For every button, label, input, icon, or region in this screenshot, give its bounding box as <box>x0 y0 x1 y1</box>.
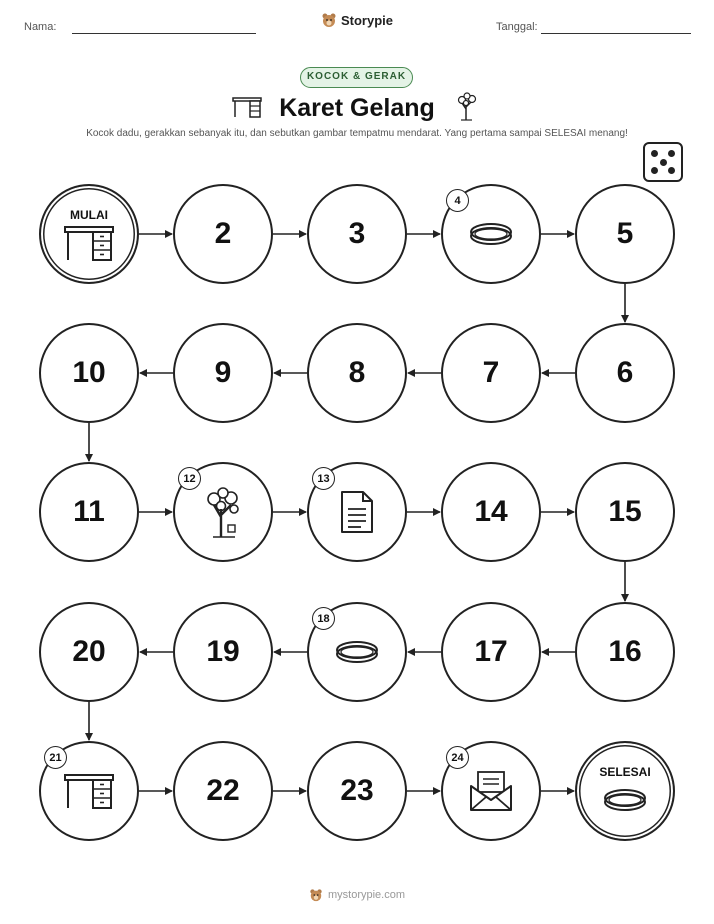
board-space-11 <box>39 462 139 562</box>
page-title: Karet Gelang <box>279 94 435 122</box>
space-number: 5 <box>616 217 634 250</box>
footer-url: mystorypie.com <box>327 889 406 901</box>
space-number: 10 <box>72 356 106 389</box>
bear-icon <box>309 888 323 902</box>
space-number-tag: 13 <box>312 467 335 490</box>
rubber-band-icon <box>334 639 380 665</box>
board-space-22 <box>173 741 273 841</box>
board-space-23 <box>307 741 407 841</box>
envelope-icon <box>468 770 514 812</box>
board-space-8 <box>307 323 407 423</box>
space-number: 19 <box>206 635 240 668</box>
desk-icon <box>63 223 115 268</box>
board-space-2 <box>173 184 273 284</box>
name-label: Nama: <box>24 21 57 33</box>
instructions: Kocok dadu, gerakkan sebanyak itu, dan sebutkan gambar tempatmu mendarat. Yang pertama sampai SELESAI menang! <box>86 128 628 139</box>
space-number: 22 <box>206 774 240 807</box>
space-number: 2 <box>214 217 232 250</box>
space-number: 6 <box>616 356 634 389</box>
space-number: 7 <box>482 356 500 389</box>
space-number: 16 <box>608 635 642 668</box>
board-space-9 <box>173 323 273 423</box>
space-number-tag: 4 <box>446 189 469 212</box>
board-space-3 <box>307 184 407 284</box>
space-number: 3 <box>348 217 366 250</box>
space-number: 15 <box>608 495 642 528</box>
space-number: 23 <box>340 774 374 807</box>
document-icon <box>339 489 375 535</box>
desk-icon <box>63 771 115 811</box>
start-space <box>39 184 139 284</box>
space-number: 11 <box>73 495 105 528</box>
tree-icon <box>201 485 245 539</box>
rubber-band-icon <box>602 787 648 818</box>
board-space-17 <box>441 602 541 702</box>
finish-space <box>575 741 675 841</box>
space-number-tag: 18 <box>312 607 335 630</box>
board-space-10 <box>39 323 139 423</box>
date-label: Tanggal: <box>496 21 538 33</box>
space-number-tag: 24 <box>446 746 469 769</box>
finish-label: SELESAI <box>599 765 651 779</box>
space-number: 17 <box>474 635 508 668</box>
board-space-5 <box>575 184 675 284</box>
board-space-15 <box>575 462 675 562</box>
brand-name: Storypie <box>340 12 393 28</box>
space-number: 14 <box>474 495 508 528</box>
space-number-tag: 12 <box>178 467 201 490</box>
board-space-19 <box>173 602 273 702</box>
board-space-14 <box>441 462 541 562</box>
space-number: 8 <box>348 356 366 389</box>
start-label: MULAI <box>70 208 108 222</box>
footer <box>0 888 714 905</box>
board-space-20 <box>39 602 139 702</box>
rubber-band-icon <box>468 221 514 247</box>
board-space-6 <box>575 323 675 423</box>
space-number: 20 <box>72 635 106 668</box>
category-badge: KOCOK & GERAK <box>300 67 413 88</box>
board-space-7 <box>441 323 541 423</box>
space-number: 9 <box>214 356 232 389</box>
space-number-tag: 21 <box>44 746 67 769</box>
board-space-16 <box>575 602 675 702</box>
